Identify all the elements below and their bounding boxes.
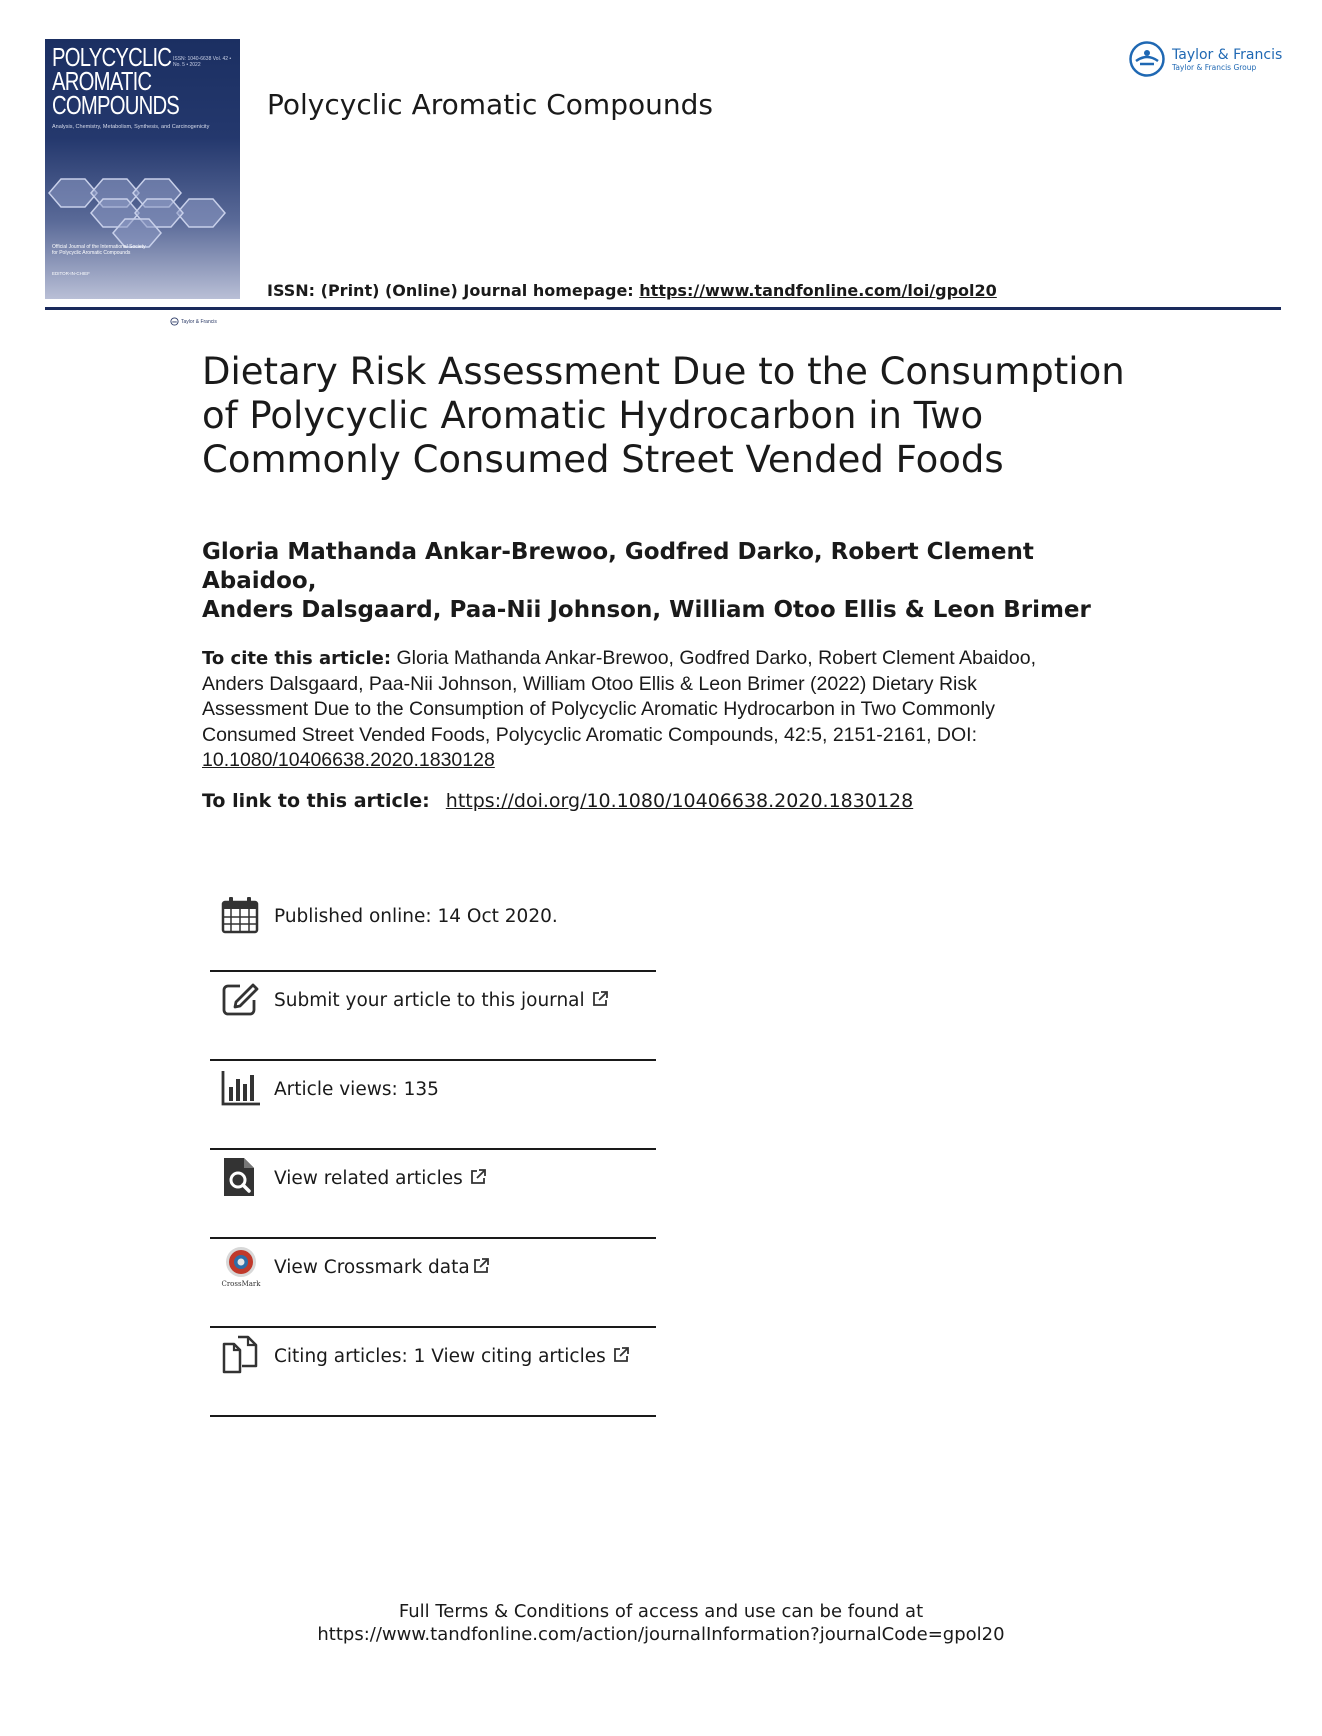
footer-terms-link[interactable]: https://www.tandfonline.com/action/journalInformation?journalCode=gpol20	[317, 1624, 1005, 1645]
cite-label: To cite this article:	[202, 648, 392, 669]
citation-doi-link[interactable]: 10.1080/10406638.2020.1830128	[202, 749, 495, 771]
edit-icon	[220, 978, 262, 1020]
copy-documents-icon	[220, 1334, 262, 1376]
header-divider	[45, 307, 1281, 310]
article-title	[202, 350, 1132, 482]
taylor-francis-logo-icon	[1128, 40, 1166, 78]
author-line: Gloria Mathanda Ankar-Brewoo, Godfred Darko, Robert Clement Abaidoo,	[202, 539, 1034, 594]
cite-line: Assessment Due to the Consumption of Polycyclic Aromatic Hydrocarbon in Two Commonly	[202, 698, 995, 720]
related-articles-text	[274, 1168, 487, 1189]
cover-title	[52, 42, 180, 120]
search-document-icon	[220, 1156, 262, 1198]
cover-editor-text: EDITOR-IN-CHIEF	[52, 271, 90, 276]
article-info-list	[210, 888, 656, 1417]
author-list	[202, 538, 1132, 625]
crossmark-icon	[220, 1245, 262, 1287]
crossmark-row[interactable]	[210, 1239, 656, 1328]
crossmark-text	[274, 1257, 490, 1278]
article-doi-link[interactable]: https://doi.org/10.1080/10406638.2020.1830128	[445, 790, 914, 812]
terms-footer	[0, 1600, 1322, 1646]
cover-publisher	[170, 317, 217, 326]
related-articles-row[interactable]	[210, 1150, 656, 1239]
published-online-row	[210, 888, 656, 972]
cover-official-text: Official Journal of the International Society for Polycyclic Aromatic Compounds	[52, 244, 146, 256]
journal-title: Polycyclic Aromatic Compounds	[267, 88, 713, 121]
cover-title-line: COMPOUNDS	[52, 90, 180, 120]
cover-title-line: POLYCYCLIC	[52, 42, 172, 72]
issn-prefix: ISSN: (Print) (Online) Journal homepage:	[267, 281, 640, 300]
article-views-row	[210, 1061, 656, 1150]
citing-articles-label: Citing articles: 1 View citing articles	[274, 1346, 606, 1367]
article-title-line: Dietary Risk Assessment Due to the Consumption	[202, 350, 1125, 393]
published-online-text: Published online: 14 Oct 2020.	[274, 906, 558, 927]
external-link-icon	[472, 1257, 490, 1275]
cover-title-line: AROMATIC	[52, 66, 152, 96]
related-articles-label: View related articles	[274, 1168, 463, 1189]
submit-article-label: Submit your article to this journal	[274, 990, 585, 1011]
citing-articles-text	[274, 1346, 630, 1367]
article-title-line: Commonly Consumed Street Vended Foods	[202, 438, 1004, 481]
cite-line: Gloria Mathanda Ankar-Brewoo, Godfred Darko, Robert Clement Abaidoo,	[391, 647, 1036, 669]
external-link-icon	[469, 1168, 487, 1186]
author-line: Anders Dalsgaard, Paa-Nii Johnson, William Otoo Ellis & Leon Brimer	[202, 597, 1091, 623]
citing-articles-row[interactable]	[210, 1328, 656, 1417]
submit-article-text	[274, 990, 609, 1011]
cover-publisher-name: Taylor & Francis	[181, 318, 217, 325]
cite-line: Consumed Street Vended Foods, Polycyclic Aromatic Compounds, 42:5, 2151-2161, DOI:	[202, 723, 978, 746]
citation-block	[202, 646, 1102, 774]
cover-subtitle: Analysis, Chemistry, Metabolism, Synthesis, and Carcinogenicity	[52, 124, 210, 130]
article-link-block	[202, 790, 913, 812]
link-label: To link to this article:	[202, 790, 430, 812]
article-title-line: of Polycyclic Aromatic Hydrocarbon in Two	[202, 394, 984, 437]
publisher-group: Taylor & Francis Group	[1172, 62, 1257, 72]
cover-issn: ISSN: 1040-6638 Vol. 42 • No. 5 • 2022	[173, 56, 232, 68]
calendar-icon	[220, 894, 262, 936]
publisher-name: Taylor & Francis	[1172, 46, 1283, 63]
publisher-logo-icon	[170, 317, 179, 326]
cite-line: Anders Dalsgaard, Paa-Nii Johnson, William Otoo Ellis & Leon Brimer (2022) Dietary Risk	[202, 672, 977, 695]
footer-terms-text: Full Terms & Conditions of access and use can be found at	[398, 1601, 924, 1622]
crossmark-label: View Crossmark data	[274, 1257, 470, 1278]
publisher-logo[interactable]	[1128, 40, 1282, 78]
crossmark-logo-text: CrossMark	[221, 1280, 261, 1288]
submit-article-row[interactable]	[210, 972, 656, 1061]
external-link-icon	[591, 990, 609, 1008]
article-views-text: Article views: 135	[274, 1079, 439, 1100]
journal-homepage-link[interactable]: https://www.tandfonline.com/loi/gpol20	[639, 281, 997, 300]
journal-cover	[45, 39, 240, 325]
hexagon-graphic	[45, 177, 240, 249]
bar-chart-icon	[220, 1067, 262, 1109]
external-link-icon	[612, 1346, 630, 1364]
issn-line	[267, 281, 997, 300]
